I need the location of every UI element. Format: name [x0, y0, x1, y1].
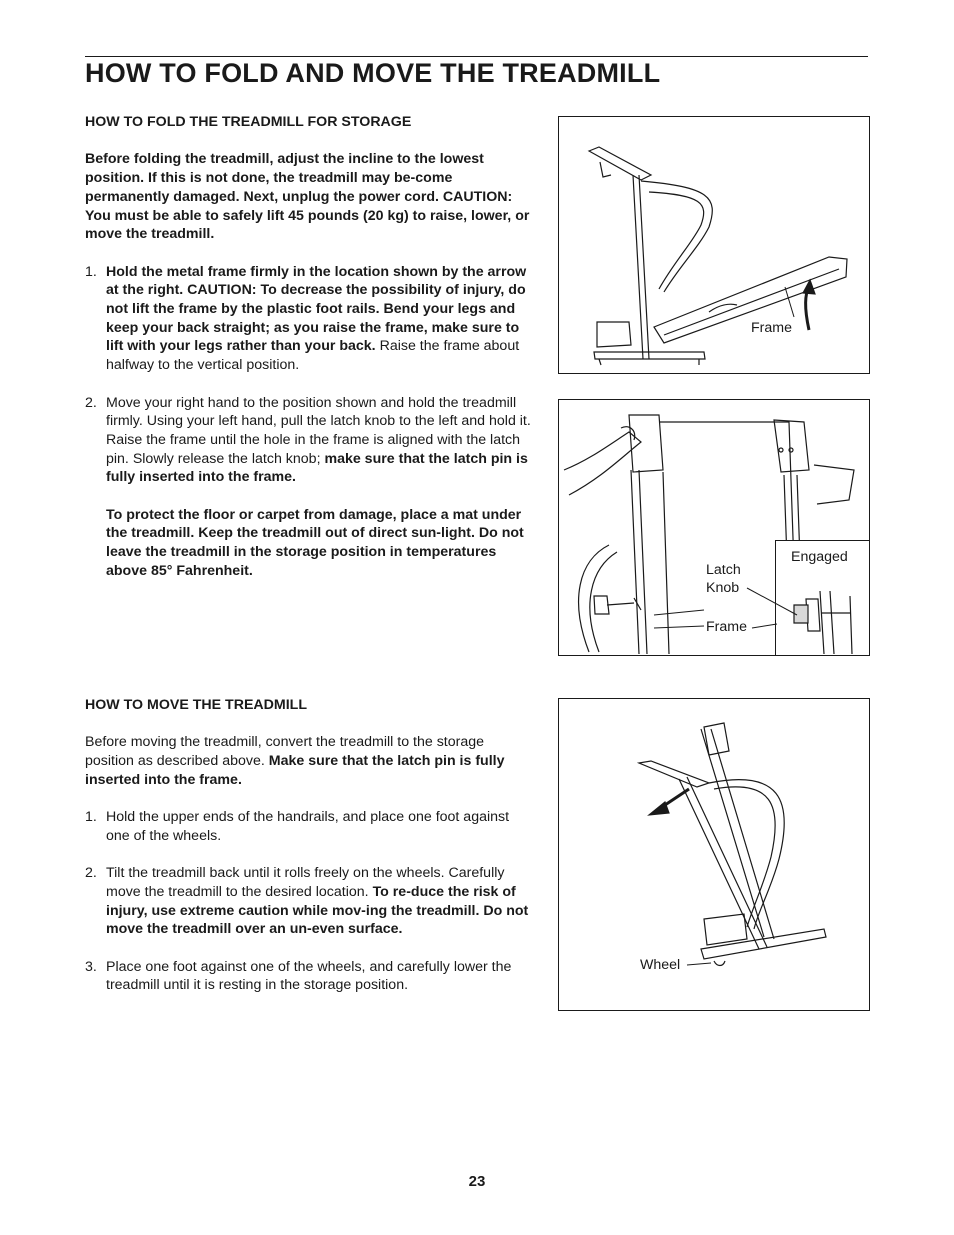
page-title: HOW TO FOLD AND MOVE THE TREADMILL	[85, 58, 661, 88]
move-intro-text: Before moving the treadmill, convert the treadmill to the storage position as described above.	[85, 734, 485, 770]
figure-move-treadmill	[558, 698, 870, 1011]
move-step-3-text: Place one foot against one of the wheels, and carefully lower the treadmill until it is resting in the storage position.	[106, 958, 512, 994]
fold-step-2	[85, 394, 535, 488]
fold-step-1	[85, 263, 535, 375]
move-step-2-text: Tilt the treadmill back until it rolls freely on the wheels. Carefully move the treadmill to the desired location.	[106, 865, 505, 900]
move-step-1-text: Hold the upper ends of the handrails, and place one foot against one of the wheels.	[106, 809, 510, 844]
move-intro	[85, 733, 535, 789]
engaged-inset	[775, 540, 870, 656]
figure-raise-frame	[558, 116, 870, 374]
fig1-frame-label: Frame	[751, 320, 792, 336]
move-section	[85, 696, 535, 995]
fig2-frame-label: Frame	[706, 619, 747, 635]
treadmill-move-illustration	[559, 699, 868, 1009]
fold-step-1-text: Raise the frame about halfway to the vertical position.	[106, 338, 520, 374]
fig3-wheel-label: Wheel	[640, 957, 681, 973]
move-step-2-bold: To re-duce the risk of injury, use extreme caution while mov-ing the treadmill. Do not move the treadmill over an un-even surface.	[106, 883, 529, 938]
page-number: 23	[468, 1173, 486, 1190]
move-step-3	[85, 958, 535, 995]
move-step-2-number: 2.	[85, 865, 97, 882]
fold-section	[85, 113, 535, 581]
figure-latch-knob	[558, 399, 870, 656]
fold-step-2-text: Move your right hand to the position shown and hold the treadmill firmly. Using your left hand, pull the latch knob to the left and hold it. Raise the frame until the hole in the frame is aligned with the latch pin. Slowly release the latch knob;	[106, 394, 531, 467]
top-rule	[85, 56, 868, 57]
fold-heading: HOW TO FOLD THE TREADMILL FOR STORAGE	[85, 114, 412, 130]
move-intro-bold: Make sure that the latch pin is fully inserted into the frame.	[85, 753, 505, 788]
move-step-2	[85, 864, 535, 939]
move-step-3-number: 3.	[85, 958, 97, 975]
move-step-1-number: 1.	[85, 809, 97, 826]
move-heading: HOW TO MOVE THE TREADMILL	[85, 697, 307, 713]
fig2-latch-label-line1: Latch	[706, 562, 741, 578]
fold-step-1-number: 1.	[85, 263, 97, 280]
fold-step-2-number: 2.	[85, 394, 97, 411]
fold-protect-note	[85, 506, 535, 581]
fig2-engaged-label: Engaged	[791, 549, 848, 565]
fig2-latch-label-line2: Knob	[706, 580, 740, 596]
treadmill-raise-illustration	[559, 117, 868, 372]
fold-step-2-bold: make sure that the latch pin is fully inserted into the frame.	[106, 450, 528, 486]
fold-protect-text: To protect the floor or carpet from damage, place a mat under the treadmill. Keep the treadmill out of direct sun-light. Do not leave the treadmill in the storage position in temperatures above 85° Fahrenheit.	[106, 506, 524, 579]
fold-step-1-bold: Hold the metal frame firmly in the location shown by the arrow at the right. CAUTION: To decrease the possibility of injury, do not lift the frame by the plastic foot rails. Bend your legs and keep your back straight; as you raise the frame, make sure to lift with your legs rather than your back.	[106, 263, 527, 355]
fold-intro: Before folding the treadmill, adjust the incline to the lowest position. If this is not done, the treadmill may be-come permanently damaged. Next, unplug the power cord. CAUTION: You must be able to safely lift 45 pounds (20 kg) to raise, lower, or move the treadmill.	[85, 151, 530, 243]
move-step-1	[85, 808, 535, 845]
